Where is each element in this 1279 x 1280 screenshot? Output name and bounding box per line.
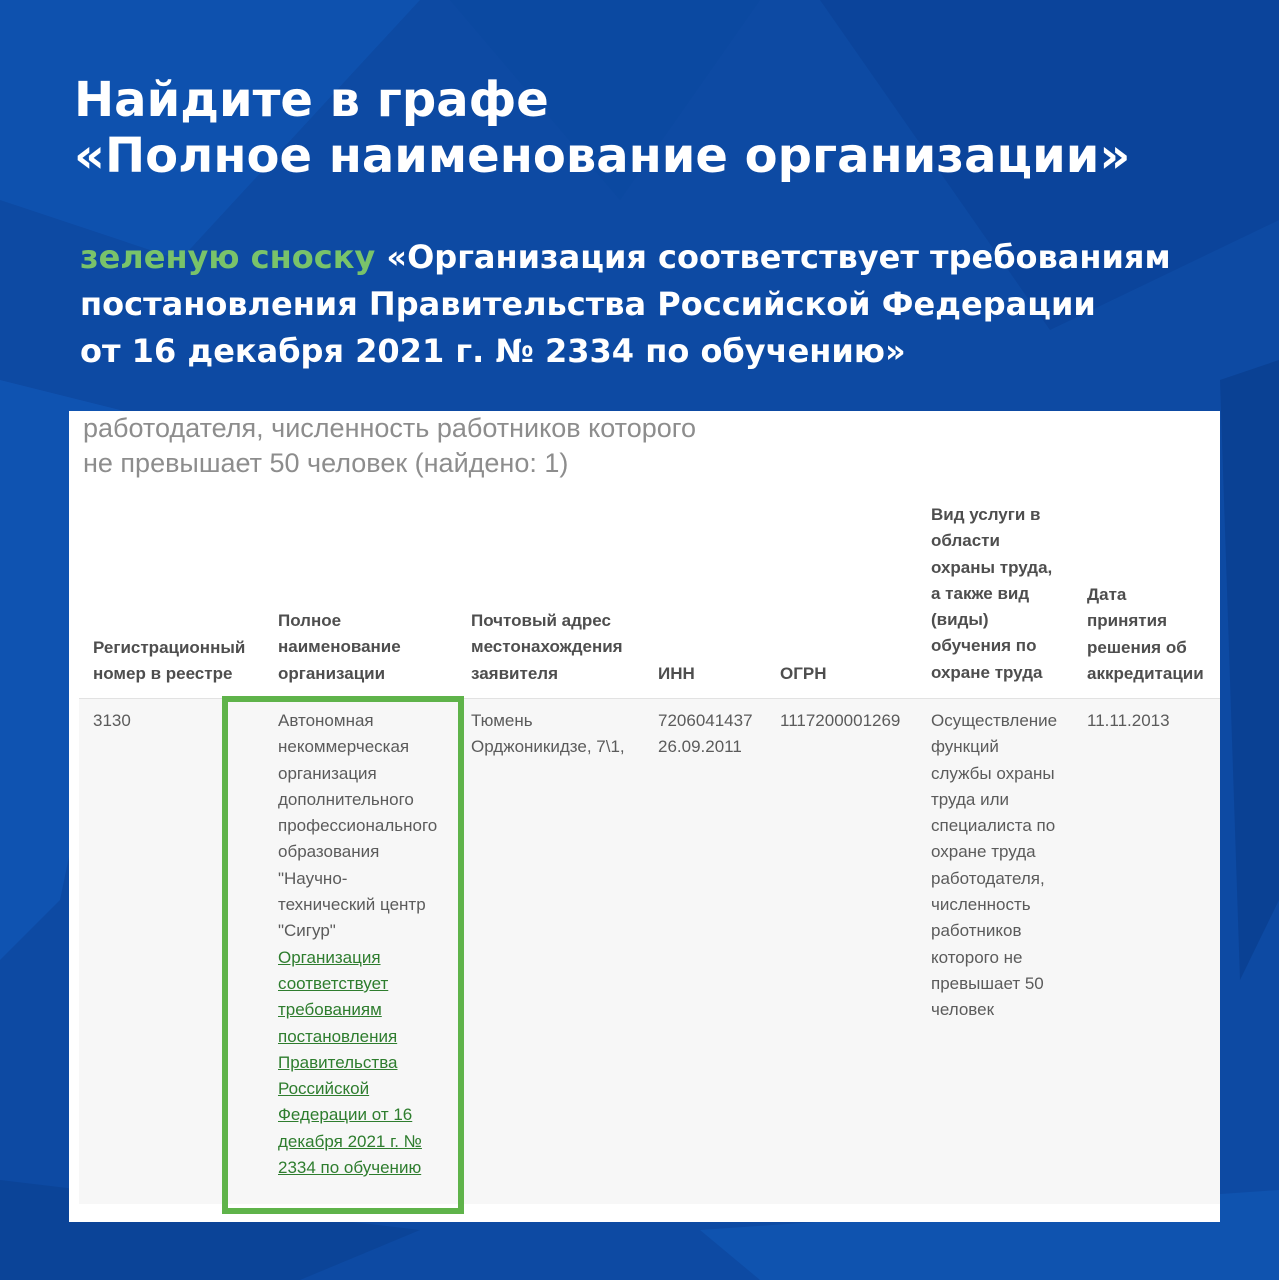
cell-ogrn: 1117200001269 — [780, 711, 901, 730]
subtitle-line-2: постановления Правительства Российской Федерации — [80, 285, 1096, 323]
cell-full-name: Автономная некоммерческая организация дополнительного профессионального образования "Научно- технический центр "Сигур" Организация соответствует требованиям постановления Правительства Российской Федерации от 16 декабря 2021 г. № 2334 по обучению — [278, 708, 437, 1181]
caption-line: работодателя, численность работников которого — [83, 413, 697, 443]
headline — [74, 72, 1130, 184]
header-full-name: Полное наименование организации — [278, 611, 401, 683]
header-reg-number: Регистрационный номер в реестре — [93, 638, 246, 684]
highlight-frame — [222, 696, 464, 1214]
headline-line-2: «Полное наименование организации» — [74, 128, 1131, 184]
header-address: Почтовый адрес местонахождения заявителя — [471, 611, 623, 683]
subtitle — [80, 234, 1240, 375]
cell-address: Тюмень Орджоникидзе, 7\1, — [471, 711, 625, 757]
registry-caption — [83, 411, 696, 481]
header-service: Вид услуги в области охраны труда, а также вид (виды) обучения по охране труда — [931, 505, 1053, 682]
header-inn: ИНН — [658, 664, 695, 683]
cell-date: 11.11.2013 — [1087, 711, 1170, 730]
subtitle-green-text: зеленую сноску — [80, 238, 376, 276]
subtitle-line-3: от 16 декабря 2021 г. № 2334 по обучению» — [80, 332, 906, 370]
header-ogrn: ОГРН — [780, 664, 827, 683]
cell-inn: 7206041437 26.09.2011 — [658, 711, 753, 757]
registry-screenshot — [69, 411, 1220, 1222]
headline-line-1: Найдите в графе — [74, 72, 549, 128]
cell-service: Осуществление функций службы охраны труда или специалиста по охране труда работодателя, численность работников которого не превышает 50 человек — [931, 711, 1058, 1020]
cell-reg-number: 3130 — [93, 711, 131, 730]
subtitle-line-1-rest: «Организация соответствует требованиям — [375, 238, 1171, 276]
subtitle-line-1 — [80, 234, 1240, 281]
accreditation-note-link[interactable]: Организация соответствует требованиям постановления Правительства Российской Федерации от 16 декабря 2021 г. № 2334 по обучению — [278, 947, 422, 1178]
header-date: Дата принятия решения об аккредитации — [1087, 585, 1204, 683]
caption-line: не превышает 50 человек (найдено: 1) — [83, 448, 569, 478]
